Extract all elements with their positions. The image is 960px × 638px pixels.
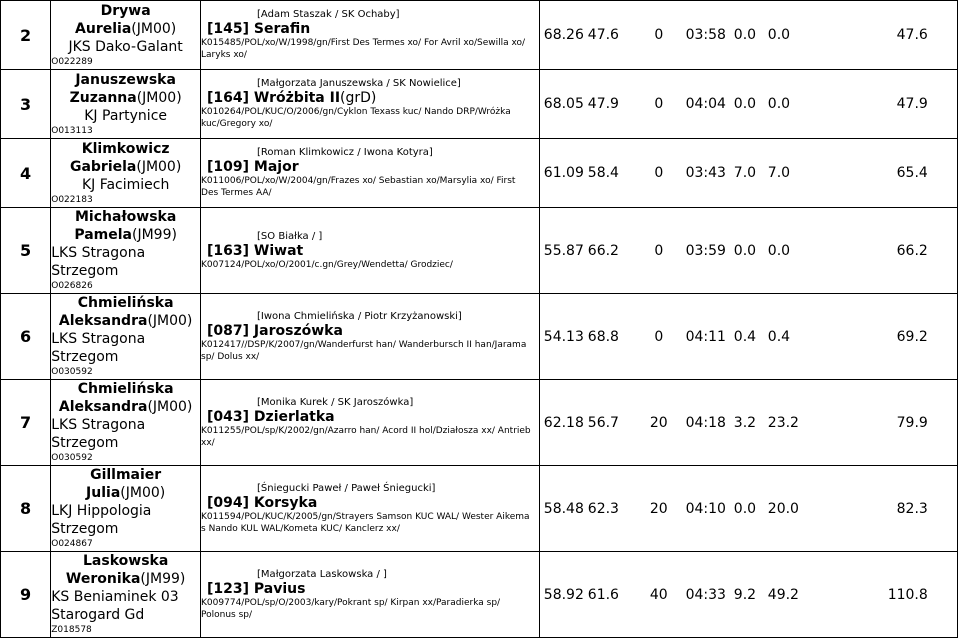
rider-id: O022289 <box>51 56 93 67</box>
score-2: 58.4 <box>587 165 619 181</box>
rider-name: Drywa Aurelia <box>75 2 151 37</box>
time: 03:43 <box>685 165 726 181</box>
score-1: 62.18 <box>543 414 584 431</box>
rider-category: (JM00) <box>131 20 177 37</box>
score-1: 58.48 <box>543 500 584 517</box>
horse-description: K010264/POL/KUC/O/2006/gn/Cyklon Texass kuc/ Nando DRP/Wróżka kuc/Gregory xo/ <box>201 107 511 129</box>
horse-description: K011255/POL/sp/K/2002/gn/Azarro han/ Acord II hol/Działosza xx/ Antrieb xx/ <box>201 425 531 448</box>
time-penalties: 3.2 <box>733 414 757 431</box>
scores-cell <box>539 1 957 70</box>
scores-cell <box>539 380 957 466</box>
time-penalties: 9.2 <box>733 586 757 603</box>
penalty-sum: 23.2 <box>767 414 799 431</box>
score-2: 61.6 <box>587 586 619 603</box>
horse-name: [094] Korsyka <box>207 494 318 511</box>
place-cell: 7 <box>1 380 51 466</box>
rider-cell <box>51 139 201 208</box>
scores-cell <box>539 552 957 638</box>
time: 04:33 <box>685 586 726 603</box>
rider-category: (JM00) <box>120 485 166 501</box>
horse-owner: [Monika Kurek / SK Jaroszówka] <box>257 396 414 408</box>
jump-penalties: 0 <box>654 242 664 259</box>
horse-owner: [Roman Klimkowicz / Iwona Kotyra] <box>257 147 433 158</box>
horse-name: [163] Wiwat <box>207 242 304 259</box>
scores-cell <box>539 208 957 294</box>
rider-category: (JM00) <box>147 399 193 415</box>
scores-cell <box>539 139 957 208</box>
total-score: 69.2 <box>896 328 928 345</box>
rider-cell <box>51 466 201 552</box>
place-cell: 6 <box>1 294 51 380</box>
place-cell: 8 <box>1 466 51 552</box>
rider-category: (JM00) <box>136 89 182 106</box>
rider-name: Klimkowicz Gabriela <box>69 140 170 175</box>
horse-cell <box>201 466 540 552</box>
jump-penalties: 0 <box>654 27 664 43</box>
time: 04:04 <box>685 96 726 112</box>
rider-cell <box>51 70 201 139</box>
horse-cell <box>201 552 540 638</box>
score-2: 47.9 <box>587 96 619 112</box>
table-row <box>1 552 958 638</box>
rider-id: O022183 <box>51 194 93 205</box>
rider-name: Gillmaier Julia <box>86 467 162 501</box>
time: 04:11 <box>685 328 726 345</box>
rider-club: KJ Facimiech <box>81 176 170 193</box>
time-penalties: 0.0 <box>733 500 757 517</box>
time-penalties: 0.0 <box>733 27 757 43</box>
total-score: 82.3 <box>896 500 928 517</box>
horse-name: [164] Wróżbita II <box>207 90 341 106</box>
horse-owner: [Małgorzata Januszewska / SK Nowielice] <box>257 78 461 89</box>
rider-id: Z018578 <box>51 625 92 635</box>
horse-owner: [Małgorzata Laskowska / ] <box>257 568 387 580</box>
horse-description: K011006/POL/xo/W/2004/gn/Frazes xo/ Sebastian xo/Marsylia xo/ First Des Termes AA/ <box>201 176 516 198</box>
penalty-sum: 49.2 <box>767 586 799 603</box>
jump-penalties: 40 <box>649 586 668 603</box>
score-1: 61.09 <box>543 165 584 181</box>
table-row <box>1 380 958 466</box>
table-row <box>1 70 958 139</box>
horse-name: [043] Dzierlatka <box>207 408 335 425</box>
horse-description: K011594/POL/KUC/K/2005/gn/Strayers Samson KUC WAL/ Wester Aikema s Nando KUL WAL/Kometa KUC/ Kanclerz xx/ <box>201 511 530 534</box>
time-penalties: 0.0 <box>733 96 757 112</box>
score-2: 62.3 <box>587 500 619 517</box>
rider-category: (JM99) <box>140 571 186 587</box>
rider-name: Chmielińska Aleksandra <box>58 295 174 329</box>
rider-cell <box>51 294 201 380</box>
scores-cell <box>539 70 957 139</box>
total-score: 79.9 <box>896 414 928 431</box>
place-cell: 3 <box>1 70 51 139</box>
rider-name: Chmielińska Aleksandra <box>58 381 174 415</box>
rider-club: KJ Partynice <box>84 107 168 124</box>
penalty-sum: 0.4 <box>767 328 791 345</box>
penalty-sum: 20.0 <box>767 500 799 517</box>
rider-id: O026826 <box>51 281 93 291</box>
horse-owner: [Iwona Chmielińska / Piotr Krzyżanowski] <box>257 310 462 322</box>
horse-cell <box>201 1 540 70</box>
place-cell: 2 <box>1 1 51 70</box>
place-cell: 4 <box>1 139 51 208</box>
rider-name: Michałowska Pamela <box>74 209 177 243</box>
score-2: 68.8 <box>587 328 619 345</box>
rider-category: (JM00) <box>147 313 193 329</box>
rider-club: JKS Dako-Galant <box>68 38 183 55</box>
penalty-sum: 7.0 <box>767 165 791 181</box>
time: 04:18 <box>685 414 726 431</box>
horse-name: [109] Major <box>207 159 299 175</box>
score-2: 66.2 <box>587 242 619 259</box>
score-1: 58.92 <box>543 586 584 603</box>
rider-id: O013113 <box>51 125 93 136</box>
horse-owner: [SO Białka / ] <box>257 230 323 242</box>
horse-name: [123] Pavius <box>207 580 306 597</box>
jump-penalties: 20 <box>649 500 668 517</box>
rider-name: Laskowska Weronika <box>65 553 169 587</box>
jump-penalties: 0 <box>654 165 664 181</box>
penalty-sum: 0.0 <box>767 96 791 112</box>
horse-description: K012417//DSP/K/2007/gn/Wanderfurst han/ Wanderbursch II han/Jarama sp/ Dolus xx/ <box>201 339 527 362</box>
rider-club: LKS Stragona Strzegom <box>51 245 146 279</box>
rider-category: (JM99) <box>132 227 177 243</box>
rider-cell <box>51 208 201 294</box>
horse-description: K015485/POL/xo/W/1998/gn/First Des Termes xo/ For Avril xo/Sewilla xo/ Laryks xo/ <box>201 38 526 60</box>
rider-club: KS Beniaminek 03 Starogard Gd <box>51 589 179 623</box>
time-penalties: 0.4 <box>733 328 757 345</box>
horse-cell <box>201 208 540 294</box>
scores-cell <box>539 294 957 380</box>
score-1: 54.13 <box>543 328 584 345</box>
horse-cell <box>201 139 540 208</box>
time: 03:59 <box>685 242 726 259</box>
total-score: 47.6 <box>896 27 928 43</box>
total-score: 65.4 <box>896 165 928 181</box>
table-row <box>1 466 958 552</box>
score-1: 68.26 <box>543 27 584 43</box>
horse-breed: (grD) <box>340 90 377 106</box>
score-1: 68.05 <box>543 96 584 112</box>
rider-club: LKS Stragona Strzegom <box>51 417 146 451</box>
rider-category: (JM00) <box>136 158 182 175</box>
score-2: 56.7 <box>587 414 619 431</box>
total-score: 66.2 <box>896 242 928 259</box>
rider-cell <box>51 552 201 638</box>
horse-owner: [Adam Staszak / SK Ochaby] <box>257 9 400 20</box>
score-1: 55.87 <box>543 242 584 259</box>
table-row <box>1 139 958 208</box>
total-score: 47.9 <box>896 96 928 112</box>
horse-owner: [Śniegucki Paweł / Paweł Śniegucki] <box>257 482 436 494</box>
total-score: 110.8 <box>887 586 928 603</box>
horse-name: [145] Serafin <box>207 21 311 37</box>
penalty-sum: 0.0 <box>767 27 791 43</box>
horse-cell <box>201 70 540 139</box>
place-cell: 9 <box>1 552 51 638</box>
horse-description: K007124/POL/xo/O/2001/c.gn/Grey/Wendetta/ Grodziec/ <box>201 259 453 270</box>
rider-cell <box>51 380 201 466</box>
table-row <box>1 1 958 70</box>
rider-id: O030592 <box>51 453 93 463</box>
jump-penalties: 0 <box>654 328 664 345</box>
jump-penalties: 0 <box>654 96 664 112</box>
time: 04:10 <box>685 500 726 517</box>
rider-club: LKJ Hippologia Strzegom <box>51 503 152 537</box>
table-row <box>1 208 958 294</box>
rider-name: Januszewska Zuzanna <box>69 71 176 106</box>
scores-cell <box>539 466 957 552</box>
horse-cell <box>201 380 540 466</box>
rider-cell <box>51 1 201 70</box>
table-row <box>1 294 958 380</box>
time-penalties: 7.0 <box>733 165 757 181</box>
horse-name: [087] Jaroszówka <box>207 322 343 339</box>
time-penalties: 0.0 <box>733 242 757 259</box>
score-2: 47.6 <box>587 27 619 43</box>
horse-description: K009774/POL/sp/O/2003/kary/Pokrant sp/ Kirpan xx/Paradierka sp/ Polonus sp/ <box>201 597 501 620</box>
rider-club: LKS Stragona Strzegom <box>51 331 146 365</box>
time: 03:58 <box>685 27 726 43</box>
rider-id: O024867 <box>51 539 93 549</box>
place-cell: 5 <box>1 208 51 294</box>
rider-id: O030592 <box>51 367 93 377</box>
jump-penalties: 20 <box>649 414 668 431</box>
penalty-sum: 0.0 <box>767 242 791 259</box>
horse-cell <box>201 294 540 380</box>
